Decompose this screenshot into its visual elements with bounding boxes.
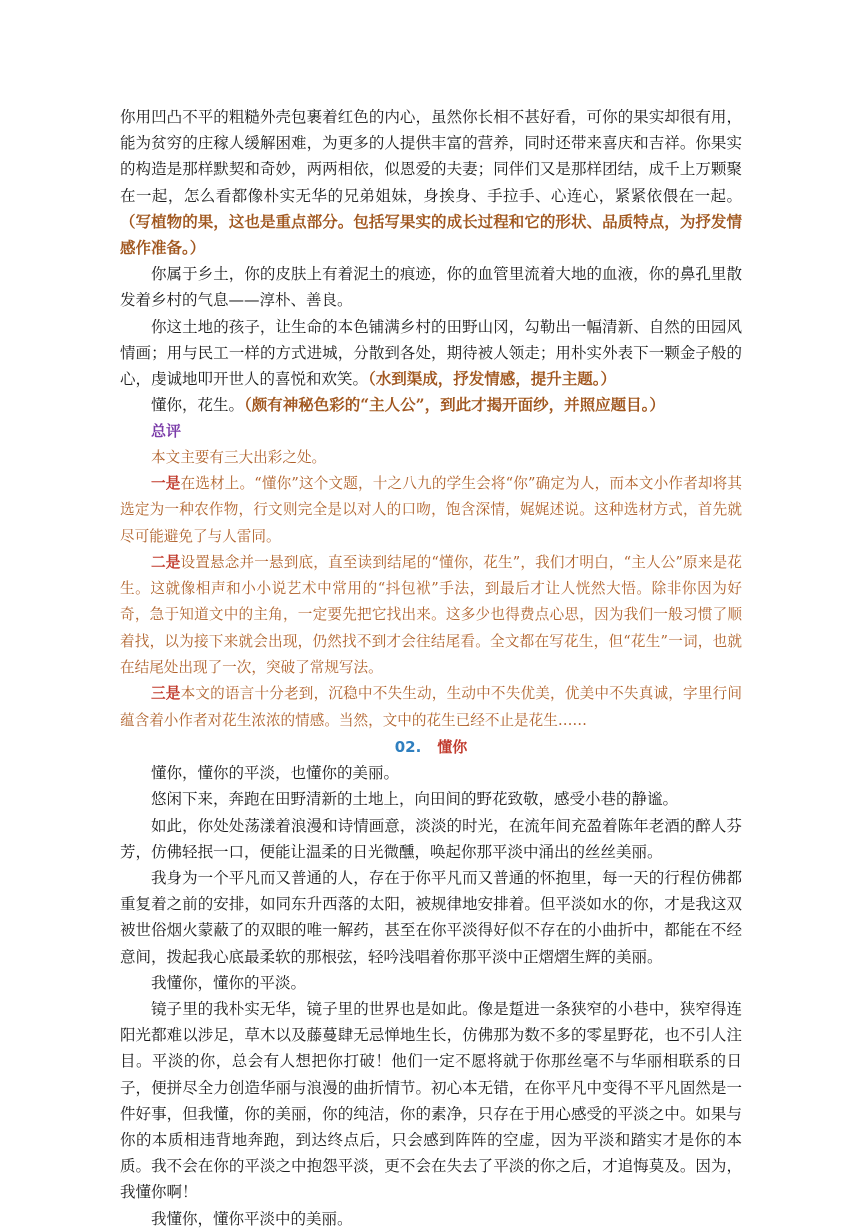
essay2-paragraph: 我懂你，懂你平淡中的美丽。 xyxy=(151,1209,353,1228)
essay2-paragraph: 如此，你处处荡漾着浪漫和诗情画意，淡淡的时光，在流年间充盈着陈年老酒的醉人芬芳，仿佛轻抿一口，便能让温柔的日光微醺，唤起你那平淡中涌出的丝丝美丽。 xyxy=(120,816,742,861)
annotation-note: （颇有神秘色彩的“主人公”，到此才揭开面纱，并照应题目。） xyxy=(244,395,665,415)
essay2-paragraph: 我身为一个平凡而又普通的人，存在于你平凡而又普通的怀抱里，每一天的行程仿佛都重复着之前的安排，如同东升西落的太阳，被规律地安排着。但平淡如水的你，才是我这双被世俗烟火蒙蔽了的双眼的唯一解药，甚至在你平淡得好似不存在的小曲折中，都能在不经意间，拨起我心底最柔软的那根弦，轻吟浅唱着你那平淡中正熠熠生辉的美丽。 xyxy=(120,868,742,966)
review-point-2: 二是设置悬念并一悬到底，直至读到结尾的“懂你，花生”，我们才明白，“主人公”原来是花生。这就像相声和小小说艺术中常用的“抖包袱”手法，到最后才让人恍然大悟。除非你因为好奇，急于知道文中的主角，一定要先把它找出来。这多少也得费点心思，因为我们一般习惯了顺着找，以为接下来就会出现，仍然找不到才会往结尾看。全文都在写花生，但“花生”一词，也就在结尾处出现了一次，突破了常规写法。 xyxy=(120,553,742,677)
essay2-paragraph: 我懂你，懂你的平淡。 xyxy=(151,973,307,992)
section-title: 懂你 xyxy=(437,737,468,756)
document-page xyxy=(120,104,742,1232)
essay1-paragraph-4: 懂你，花生。（颇有神秘色彩的“主人公”，到此才揭开面纱，并照应题目。） xyxy=(151,395,665,415)
review-point-1: 一是在选材上。“懂你”这个文题，十之八九的学生会将“你”确定为人，而本文小作者却将其选定为一种农作物，行文则完全是以对人的口吻，饱含深情，娓娓述说。这种选材方式，首先就尽可能避免了与人雷同。 xyxy=(120,474,742,545)
review-intro: 本文主要有三大出彩之处。 xyxy=(151,448,327,466)
essay2-paragraph: 悠闲下来，奔跑在田野清新的土地上，向田间的野花致敬，感受小巷的静谧。 xyxy=(151,790,679,809)
essay2-paragraph: 懂你，懂你的平淡，也懂你的美丽。 xyxy=(151,764,400,783)
annotation-note: （写植物的果，这也是重点部分。包括写果实的成长过程和它的形状、品质特点，为抒发情感作准备。） xyxy=(120,211,742,258)
review-point-3: 三是本文的语言十分老到，沉稳中不失生动，生动中不失优美，优美中不失真诚，字里行间蕴含着小作者对花生浓浓的情感。当然，文中的花生已经不止是花生…… xyxy=(120,685,742,729)
section-number: 02. xyxy=(394,737,422,756)
section-heading xyxy=(120,734,742,760)
essay1-paragraph-3: 你这土地的孩子，让生命的本色铺满乡村的田野山冈，勾勒出一幅清新、自然的田园风情画；用与民工一样的方式进城，分散到各处，期待被人领走；用朴实外表下一颗金子般的心，虔诚地叩开世人的喜悦和欢笑。（水到渠成，抒发情感，提升主题。） xyxy=(120,317,742,389)
essay2-paragraph: 镜子里的我朴实无华，镜子里的世界也是如此。像是踅进一条狭窄的小巷中，狭窄得连阳光都难以涉足，草木以及藤蔓肆无忌惮地生长，仿佛那为数不多的零星野花，也不引人注目。平淡的你，总会有人想把你打破！他们一定不愿将就于你那丝毫不与华丽相联系的日子，便拼尽全力创造华丽与浪漫的曲折情节。初心本无错，在你平凡中变得不平凡固然是一件好事，但我懂，你的美丽，你的纯洁，你的素净，只存在于用心感受的平淡之中。如果与你的本质相违背地奔跑，到达终点后，只会感到阵阵的空虚，因为平淡和踏实才是你的本质。我不会在你的平淡之中抱怨平淡，更不会在失去了平淡的你之后，才追悔莫及。因为，我懂你啊！ xyxy=(120,999,742,1202)
annotation-note: （水到渠成，抒发情感，提升主题。） xyxy=(368,369,617,389)
review-heading: 总评 xyxy=(151,422,182,441)
essay1-paragraph-1: 你用凹凸不平的粗糙外壳包裹着红色的内心，虽然你长相不甚好看，可你的果实却很有用，能为贫穷的庄稼人缓解困难，为更多的人提供丰富的营养，同时还带来喜庆和吉祥。你果实的构造是那样默契和奇妙，两两相依，似恩爱的夫妻；同伴们又是那样团结，成千上万颗聚在一起，怎么看都像朴实无华的兄弟姐妹，身挨身、手拉手、心连心，紧紧依偎在一起。（写植物的果，这也是重点部分。包括写果实的成长过程和它的形状、品质特点，为抒发情感作准备。） xyxy=(120,108,742,258)
essay1-paragraph-2: 你属于乡土，你的皮肤上有着泥土的痕迹，你的血管里流着大地的血液，你的鼻孔里散发着乡村的气息——淳朴、善良。 xyxy=(120,265,742,310)
